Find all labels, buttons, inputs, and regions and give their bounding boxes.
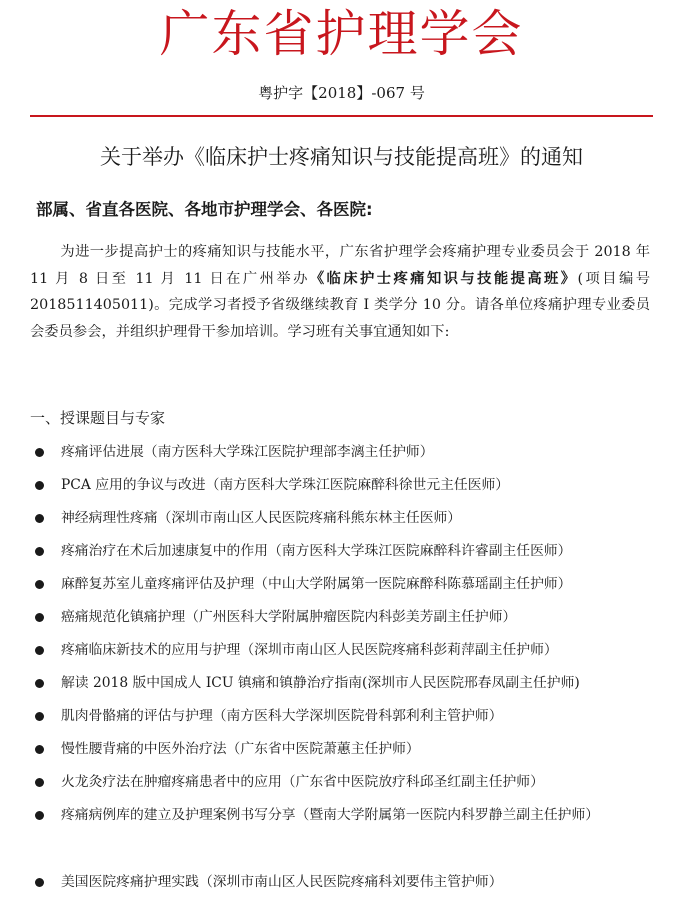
- bullet-icon: [35, 778, 44, 787]
- bullet-icon: [35, 580, 44, 589]
- bullet-icon: [35, 514, 44, 523]
- red-divider: [30, 115, 653, 117]
- list-item: 疼痛评估进展（南方医科大学珠江医院护理部李漓主任护师）: [35, 436, 675, 469]
- bullet-icon: [35, 712, 44, 721]
- list-item: 美国医院疼痛护理实践（深圳市南山区人民医院疼痛科刘要伟主管护师）: [35, 866, 675, 899]
- course-name: 《临床护士疼痛知识与技能提高班》: [309, 270, 578, 287]
- bullet-icon: [35, 481, 44, 490]
- list-item: 麻醉复苏室儿童疼痛评估及护理（中山大学附属第一医院麻醉科陈慕瑶副主任护师）: [35, 568, 675, 601]
- bullet-icon: [35, 613, 44, 622]
- bullet-icon: [35, 745, 44, 754]
- bullet-icon: [35, 679, 44, 688]
- notice-title: 关于举办《临床护士疼痛知识与技能提高班》的通知: [100, 145, 583, 169]
- addressee-line: 部属、省直各医院、各地市护理学会、各医院:: [36, 200, 373, 219]
- list-item: 神经病理性疼痛（深圳市南山区人民医院疼痛科熊东林主任医师）: [35, 502, 675, 535]
- list-item: 解读 2018 版中国成人 ICU 镇痛和镇静治疗指南(深圳市人民医院邢春凤副主任护师): [35, 667, 675, 700]
- list-item: 火龙灸疗法在肿瘤疼痛患者中的应用（广东省中医院放疗科邱圣红副主任护师）: [35, 766, 675, 799]
- bullet-icon: [35, 448, 44, 457]
- section-heading: 一、授课题目与专家: [30, 409, 166, 427]
- bullet-icon: [35, 811, 44, 820]
- body-text-part1: 为进一步提高护士的疼痛知识与技能水平，广东省护理学会疼痛护理专业委员会于 2018 年 11 月 8 日至 11 月 11 日在广州举办: [30, 244, 650, 287]
- body-text-part2: (项目编号 2018511405011)。完成学习者授予省级继续教育 I 类学分 10 分。请各单位疼痛护理专业委员会委员参会，并组织护理骨干参加培训。学习班有关事宜通知如下:: [30, 270, 651, 341]
- list-item: 癌痛规范化镇痛护理（广州医科大学附属肿瘤医院内科彭美芳副主任护师）: [35, 601, 675, 634]
- bullet-icon: [35, 547, 44, 556]
- list-item: 慢性腰背痛的中医外治疗法（广东省中医院萧蕙主任护师）: [35, 733, 675, 766]
- bullet-icon: [35, 646, 44, 655]
- body-paragraph: [30, 239, 650, 346]
- list-item: 疼痛临床新技术的应用与护理（深圳市南山区人民医院疼痛科彭莉萍副主任护师）: [35, 634, 675, 667]
- document-number: 粤护字【2018】-067 号: [258, 84, 425, 102]
- bullet-icon: [35, 878, 44, 887]
- list-item: 肌肉骨骼痛的评估与护理（南方医科大学深圳医院骨科郭利利主管护师）: [35, 700, 675, 733]
- list-item: PCA 应用的争议与改进（南方医科大学珠江医院麻醉科徐世元主任医师）: [35, 469, 675, 502]
- list-item: 疼痛治疗在术后加速康复中的作用（南方医科大学珠江医院麻醉科许睿副主任医师）: [35, 535, 675, 568]
- organization-title: 广东省护理学会: [159, 5, 524, 63]
- list-item: 疼痛病例库的建立及护理案例书写分享（暨南大学附属第一医院内科罗静兰副主任护师）: [35, 799, 675, 832]
